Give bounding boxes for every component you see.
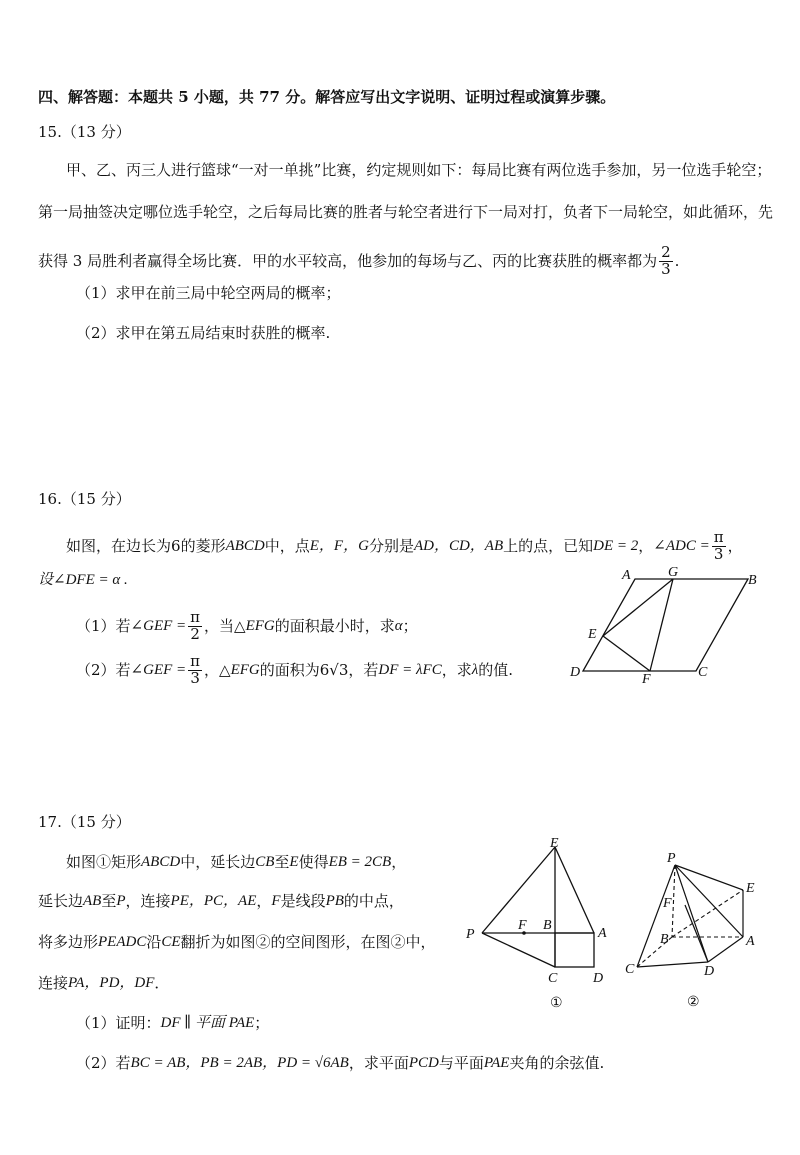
q16-p2f: 的值. — [478, 660, 513, 679]
q17-p1a: （1）证明： — [76, 1014, 161, 1032]
q17-e: E — [289, 854, 299, 870]
q16-area: 6√3 — [319, 660, 349, 679]
q16-efg: EFG — [245, 617, 275, 634]
q16-pi-2: π — [190, 608, 201, 626]
q17-l2c: ，连接 — [125, 892, 171, 910]
q15-probability-fraction — [659, 245, 673, 278]
q16-pi-3: π — [190, 652, 201, 670]
q17-l3b: 沿 — [146, 933, 162, 951]
q15-part1: （1）求甲在前三局中轮空两局的概率； — [76, 284, 341, 302]
q16-efg-2: EFG — [230, 661, 260, 678]
q17-figure-2 — [615, 845, 765, 1015]
segment-ef — [603, 636, 650, 671]
segment-pd-3d — [675, 865, 708, 962]
q16-p1a: （1）若 — [76, 616, 131, 635]
q16-number: 16.（15 分） — [38, 490, 131, 508]
segment-ge — [603, 579, 673, 636]
label-g: G — [668, 565, 679, 580]
q16-p1c: 的面积最小时，求 — [274, 616, 395, 635]
segment-pb-hidden — [672, 865, 675, 937]
q17-l2e: 是线段 — [280, 892, 326, 910]
q17-f: F — [271, 893, 281, 909]
q17-pb: PB — [325, 893, 344, 909]
q16-part2 — [76, 654, 513, 687]
q15-line3-end: . — [674, 251, 680, 270]
q16-pi: π — [713, 528, 724, 546]
label-d: D — [570, 665, 581, 680]
q17-l4-lines: PA，PD，DF — [68, 975, 155, 991]
q16-segments: AD，CD，AB — [413, 537, 504, 554]
q17-l3c: 翻折为如图②的空间图形，在图②中， — [180, 933, 436, 951]
segment-df-3d — [685, 905, 708, 962]
q17-l1c: 至 — [274, 853, 290, 871]
q16-pi-over-3-b — [188, 654, 202, 687]
f1-label-f: F — [518, 918, 527, 933]
q16-lambda: λ — [471, 661, 479, 678]
q17-rect: ABCD — [141, 854, 181, 870]
q15-line3 — [38, 245, 679, 278]
q17-lines: PE，PC，AE — [170, 893, 257, 909]
q17-l2f: 的中点， — [343, 892, 404, 910]
q17-p2c: 与平面 — [438, 1054, 484, 1072]
q16-angle-adc: ∠ADC = — [653, 537, 710, 554]
f2-label-d: D — [704, 964, 715, 979]
q17-p2b: ，求平面 — [348, 1054, 409, 1072]
label-e: E — [588, 627, 597, 642]
q16-p2a: （2）若 — [76, 660, 131, 679]
q17-l4b: ． — [154, 974, 170, 992]
f2-label-e: E — [746, 881, 755, 896]
q16-p2c: 的面积为 — [259, 660, 320, 679]
q16-pi-over-3 — [712, 530, 726, 563]
q15-line1: 甲、乙、丙三人进行篮球“一对一单挑”比赛，约定规则如下：每局比赛有两位选手参加，另一位选手轮空； — [66, 161, 772, 179]
q17-p2-expr: BC = AB，PB = 2AB，PD = √6AB — [130, 1055, 349, 1071]
q16-line1 — [66, 530, 743, 563]
f2-caption: ② — [687, 995, 700, 1010]
q17-p1b: ； — [254, 1014, 270, 1032]
q17-l2b: 至 — [101, 892, 117, 910]
q17-l1a: 如图①矩形 — [66, 853, 142, 871]
segment-pe-3d — [675, 865, 743, 890]
q17-eb-eq: EB = 2CB — [328, 854, 392, 870]
q16-line2: 设∠DFE = α . — [38, 572, 128, 588]
q17-line2 — [38, 894, 404, 909]
q16-three: 3 — [713, 544, 724, 563]
q17-l4a: 连接 — [38, 974, 69, 992]
q17-line3 — [38, 935, 436, 950]
q16-comma-end: ， — [727, 536, 743, 555]
q16-comma: ， — [638, 536, 654, 555]
q16-l1e: 上的点，已知 — [503, 536, 594, 555]
q15-prob-numerator: 2 — [661, 243, 671, 261]
q16-rhombus-figure — [560, 565, 790, 685]
q17-line1 — [66, 855, 406, 870]
q16-rhombus: ABCD — [225, 537, 265, 554]
label-a: A — [622, 568, 631, 583]
q16-l1a: 如图，在边长为 — [66, 536, 172, 555]
q17-p2a: （2）若 — [76, 1054, 131, 1072]
rhombus-outline — [583, 579, 748, 671]
f2-label-f: F — [663, 896, 672, 911]
q16-vector-eq: DF = λFC — [378, 661, 442, 678]
q17-p1-expr: DF ∥ 平面 PAE — [160, 1015, 255, 1031]
q16-l1c: 中，点 — [264, 536, 310, 555]
q17-pae: PAE — [483, 1055, 510, 1071]
f1-label-a: A — [598, 926, 607, 941]
q17-ab: AB — [83, 893, 102, 909]
q17-figure-1 — [460, 835, 620, 1020]
q17-l1b: 中，延长边 — [180, 853, 256, 871]
q16-de-eq: DE = 2 — [593, 537, 639, 554]
f1-label-p: P — [466, 927, 475, 942]
f2-label-a: A — [746, 934, 755, 949]
f1-label-c: C — [548, 971, 558, 986]
q17-l1e: ， — [391, 853, 407, 871]
segment-pa-3d — [675, 865, 743, 937]
q17-l3a: 将多边形 — [38, 933, 99, 951]
q16-p2e: ，求 — [441, 660, 472, 679]
q17-p2d: 夹角的余弦值. — [509, 1054, 605, 1072]
q15-line2: 第一局抽签决定哪位选手轮空，之后每局比赛的胜者与轮空者进行下一局对打，负者下一局轮空，如此循环，先 — [38, 203, 774, 221]
q16-part1 — [76, 610, 418, 643]
label-c: C — [698, 665, 708, 680]
q16-p1d: ； — [402, 616, 418, 635]
q17-part2 — [76, 1056, 604, 1071]
f1-caption: ① — [550, 996, 563, 1011]
segment-da-3d — [708, 937, 743, 962]
segment-cd-3d — [637, 962, 708, 967]
f2-label-c: C — [625, 962, 635, 977]
f1-label-d: D — [593, 971, 604, 986]
q16-l1d: 分别是 — [368, 536, 414, 555]
q16-points: E，F，G — [309, 537, 369, 554]
rectangle-abcd — [555, 933, 594, 967]
q16-alpha: α — [394, 617, 403, 634]
q16-three-b: 3 — [190, 668, 200, 687]
section-header: 四、解答题：本题共 5 小题，共 77 分。解答应写出文字说明、证明过程或演算步骤。 — [38, 88, 616, 106]
f2-label-p: P — [667, 851, 676, 866]
segment-pc — [482, 933, 555, 967]
q16-side: 6 — [171, 536, 181, 555]
q16-two: 2 — [190, 624, 200, 643]
label-b: B — [748, 573, 757, 588]
q16-l1b: 的菱形 — [180, 536, 226, 555]
q17-cb: CB — [255, 854, 275, 870]
q17-ce: CE — [161, 934, 181, 950]
q15-line3-text: 获得 3 局胜利者赢得全场比赛．甲的水平较高，他参加的每场与乙、丙的比赛获胜的概率都为 — [38, 251, 658, 270]
q17-number: 17.（15 分） — [38, 813, 131, 831]
q17-poly: PEADC — [98, 934, 147, 950]
q17-line4 — [38, 976, 169, 991]
q16-gef-2: ∠GEF = — [130, 661, 187, 678]
f1-label-b: B — [543, 918, 552, 933]
q17-p: P — [116, 893, 126, 909]
q17-l2d: ， — [256, 892, 272, 910]
q16-p1b: ，当△ — [204, 616, 246, 635]
segment-ea — [555, 847, 594, 933]
segment-pc-3d — [637, 865, 675, 967]
q17-pcd: PCD — [408, 1055, 439, 1071]
q16-gef: ∠GEF = — [130, 617, 187, 634]
q15-prob-denominator: 3 — [661, 259, 671, 278]
q16-pi-over-2 — [188, 610, 202, 643]
q16-p2d: ，若 — [348, 660, 379, 679]
q17-l1d: 使得 — [298, 853, 329, 871]
q15-number: 15.（13 分） — [38, 123, 131, 141]
f2-label-b: B — [660, 932, 669, 947]
segment-be-hidden — [672, 890, 743, 937]
q16-p2b: ，△ — [204, 660, 231, 679]
f1-label-e: E — [550, 836, 559, 851]
q17-part1 — [76, 1016, 269, 1031]
q15-part2: （2）求甲在第五局结束时获胜的概率. — [76, 324, 331, 342]
label-f: F — [642, 672, 651, 687]
segment-gf — [650, 579, 673, 671]
q17-l2a: 延长边 — [38, 892, 84, 910]
